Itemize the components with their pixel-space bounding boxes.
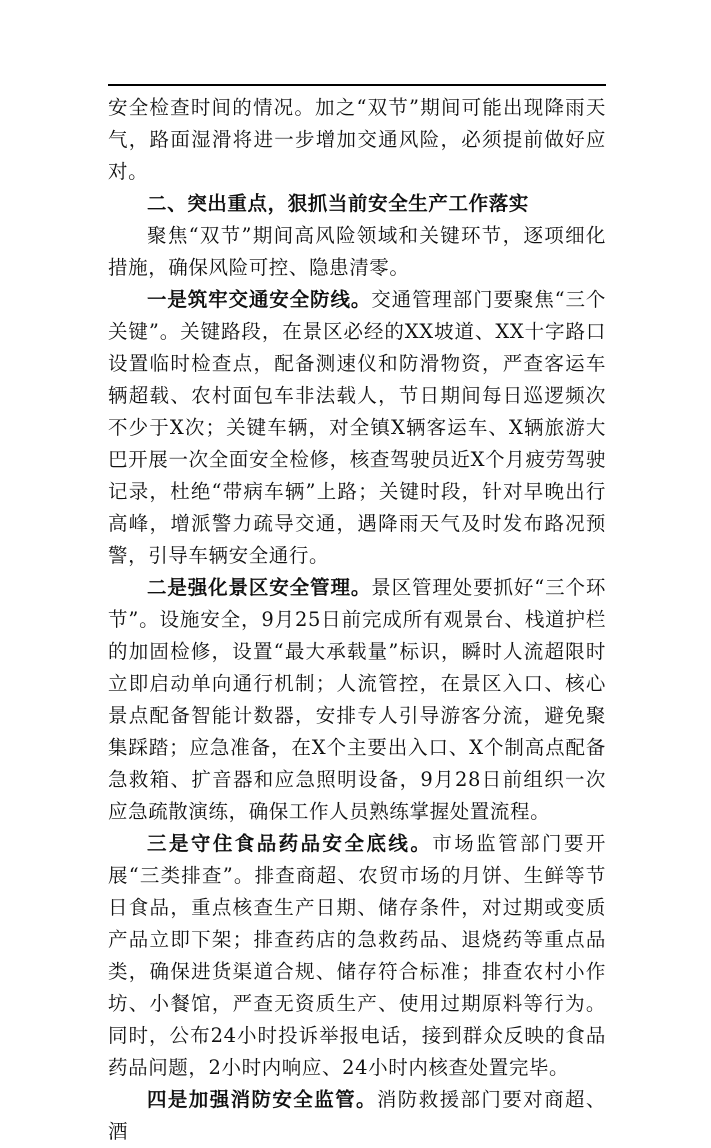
document-body [108,92,606,1148]
paragraph-food-drug [108,828,606,1084]
paragraph-fire [108,1084,606,1148]
paragraph-continuation: 安全检查时间的情况。加之“双节”期间可能出现降雨天气，路面湿滑将进一步增加交通风险，必须提前做好应对。 [108,96,606,183]
paragraph-text: 交通管理部门要聚焦“三个关键”。关键路段，在景区必经的XX坡道、XX十字路口设置临时检查点，配备测速仪和防滑物资，严查客运车辆超载、农村面包车非法载人，节日期间每日巡逻频次不少于X次；关键车辆，对全镇X辆客运车、X辆旅游大巴开展一次全面安全检修，核查驾驶员近X个月疲劳驾驶记录，杜绝“带病车辆”上路；关键时段，针对早晚出行高峰，增派警力疏导交通，遇降雨天气及时发布路况预警，引导车辆安全通行。 [108,288,606,567]
paragraph-text: 市场监管部门要开展“三类排查”。排查商超、农贸市场的月饼、生鲜等节日食品，重点核查生产日期、储存条件，对过期或变质产品立即下架；排查药店的急救药品、退烧药等重点品类，确保进货渠道合规、储存符合标准；排查农村小作坊、小餐馆，严查无资质生产、使用过期原料等行为。同时，公布24小时投诉举报电话，接到群众反映的食品药品问题，2小时内响应、24小时内核查处置完毕。 [108,832,606,1079]
section-heading: 二、突出重点，狠抓当前安全生产工作落实 [147,192,529,215]
document-page [108,0,606,1143]
paragraph-lead: 三是守住食品药品安全底线。 [147,832,433,855]
paragraph-lead: 一是筑牢交通安全防线。 [147,288,372,311]
paragraph-lead: 二是强化景区安全管理。 [147,576,372,599]
header-rule [108,84,606,86]
paragraph-lead: 四是加强消防安全监管。 [147,1088,377,1111]
paragraph-intro: 聚焦“双节”期间高风险领域和关键环节，逐项细化措施，确保风险可控、隐患清零。 [108,224,606,279]
paragraph-scenic [108,572,606,828]
paragraph-traffic [108,284,606,572]
paragraph-text: 景区管理处要抓好“三个环节”。设施安全，9月25日前完成所有观景台、栈道护栏的加固检修，设置“最大承载量”标识，瞬时人流超限时立即启动单向通行机制；人流管控，在景区入口、核心景点配备智能计数器，安排专人引导游客分流，避免聚集踩踏；应急准备，在X个主要出入口、X个制高点配备急救箱、扩音器和应急照明设备，9月28日前组织一次应急疏散演练，确保工作人员熟练掌握处置流程。 [108,576,606,823]
paragraph-text: 消防救援部门要对商超、酒 [108,1088,606,1143]
